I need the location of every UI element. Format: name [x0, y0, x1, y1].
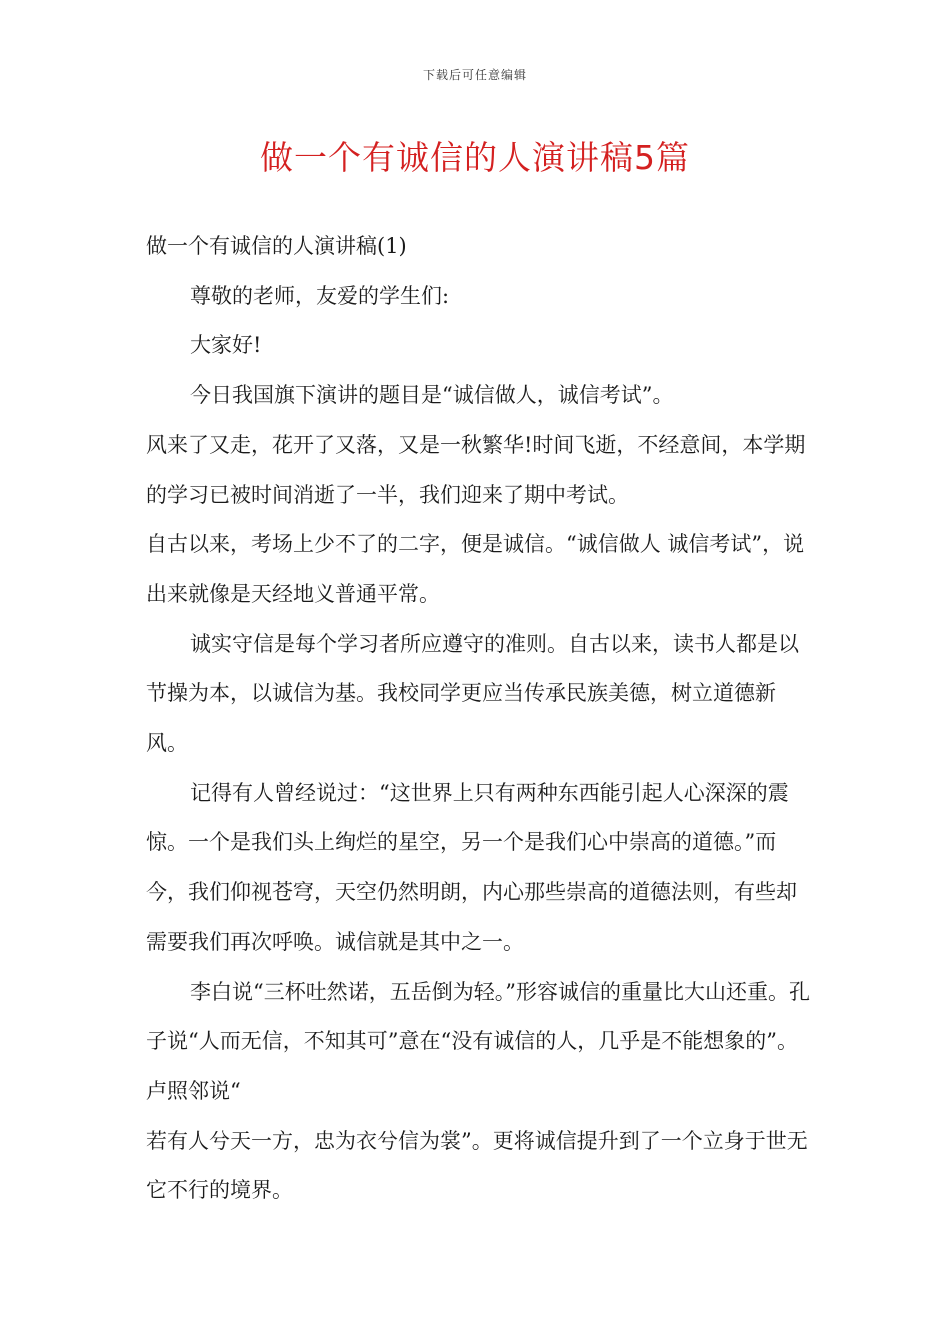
paragraph-3: 诚实守信是每个学习者所应遵守的准则。自古以来，读书人都是以节操为本，以诚信为基。我校同学更应当传承民族美德，树立道德新风。: [146, 631, 799, 756]
section-heading: 做一个有诚信的人演讲稿(1): [146, 234, 407, 258]
salutation: 尊敬的老师，友爱的学生们:: [190, 283, 450, 308]
paragraph-5: 李白说“三杯吐然诺，五岳倒为轻。”形容诚信的重量比大山还重。孔子说“人而无信，不知其可”意在“没有诚信的人，几乎是不能想象的”。卢照邻说“: [146, 979, 810, 1103]
greeting: 大家好!: [190, 333, 262, 358]
paragraph-2: 自古以来，考场上少不了的二字，便是诚信。“诚信做人 诚信考试”，说出来就像是天经地义普通平常。: [146, 532, 805, 606]
header-note: 下载后可任意编辑: [422, 68, 527, 82]
document-body: [146, 222, 811, 1216]
speech-topic: 今日我国旗下演讲的题目是“诚信做人，诚信考试”。: [190, 383, 674, 408]
paragraph-4: 记得有人曾经说过：“这世界上只有两种东西能引起人心深深的震惊。一个是我们头上绚烂的星空，另一个是我们心中崇高的道德。”而今，我们仰视苍穹，天空仍然明朗，内心那些崇高的道德法则，有些却需要我们再次呼唤。诚信就是其中之一。: [146, 780, 797, 954]
paragraph-1: 风来了又走，花开了又落，又是一秋繁华!时间飞逝，不经意间，本学期的学习已被时间消逝了一半，我们迎来了期中考试。: [146, 432, 806, 507]
paragraph-6: 若有人兮天一方，忠为衣兮信为裳”。更将诚信提升到了一个立身于世无它不行的境界。: [146, 1128, 808, 1203]
document-title: 做一个有诚信的人演讲稿5篇: [260, 138, 690, 177]
